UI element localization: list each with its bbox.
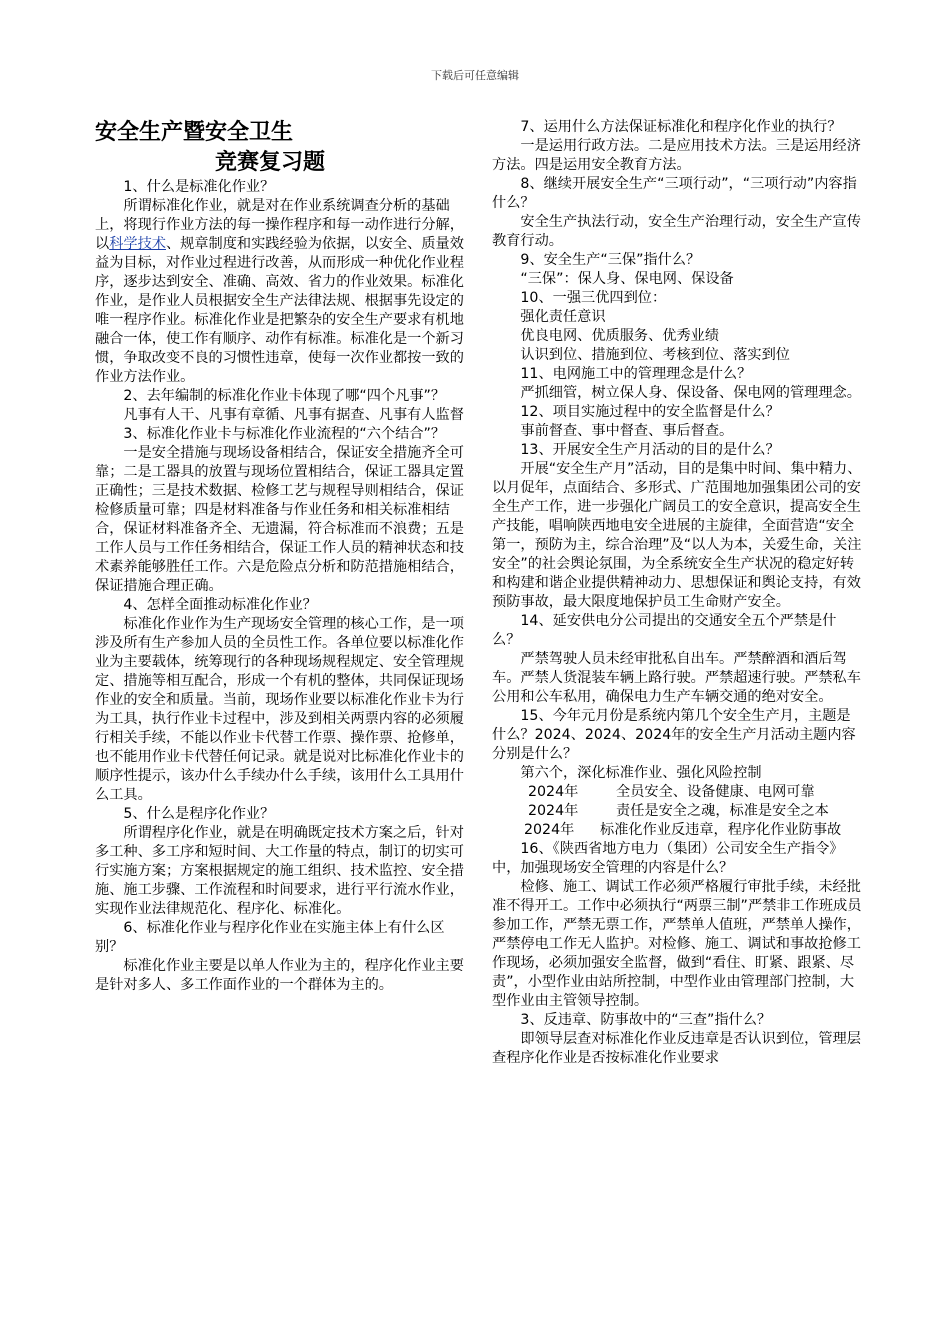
question-4: 4、怎样全面推动标准化作业？	[123, 597, 317, 613]
question-17: 3、反违章、防事故中的“三查”指什么？	[520, 1012, 772, 1028]
year-theme: 责任是安全之魂，标准是安全之本	[616, 803, 829, 819]
title-line-1: 安全生产暨安全卫生	[95, 120, 294, 145]
answer-2: 凡事有人干、凡事有章循、凡事有据查、凡事有人监督	[123, 407, 464, 423]
year-label: 2024年	[524, 822, 575, 838]
answer-10-line-3: 认识到位、措施到位、考核到位、落实到位	[520, 347, 790, 363]
answer-10-line-2: 优良电网、优质服务、优秀业绩	[520, 328, 720, 344]
question-1: 1、什么是标准化作业？	[123, 179, 275, 195]
title-line-2: 竞赛复习题	[215, 150, 326, 175]
question-15: 15、今年元月份是系统内第几个安全生产月，主题是什么？2024、2024、2024年的安全生产月活动主题内容分别是什么？	[492, 708, 856, 762]
question-10: 10、一强三优四到位：	[520, 290, 667, 306]
question-7: 7、运用什么方法保证标准化和程序化作业的执行？	[520, 119, 842, 135]
question-5: 5、什么是程序化作业？	[123, 806, 275, 822]
answer-1-post: 、规章制度和实践经验为依据，以安全、质量效益为目标，对作业过程进行改善，从而形成一种优化作业程序，逐步达到安全、准确、高效、省力的作业效果。标准化作业，是作业人员根据安全生产法律法规、根据事先设定的唯一程序作业。标准化作业是把繁杂的安全生产要求有机地融合一体，使工作有顺序、动作有标准。标准化是一个新习惯，争取改变不良的习惯性违章，使每一次作业都按一致的作业方法作业。	[95, 236, 464, 385]
answer-15-year-row-1	[492, 783, 862, 802]
question-2: 2、去年编制的标准化作业卡体现了哪“四个凡事”？	[123, 388, 446, 404]
year-label: 2024年	[528, 803, 579, 819]
question-16: 16、《陕西省地方电力（集团）公司安全生产指令》中，加强现场安全管理的内容是什么？	[492, 841, 844, 876]
answer-8: 安全生产执法行动，安全生产治理行动，安全生产宣传教育行动。	[492, 214, 861, 249]
left-column	[95, 118, 465, 995]
year-theme: 全员安全、设备健康、电网可靠	[616, 784, 815, 800]
science-tech-link[interactable]: 科学技术	[109, 236, 166, 252]
answer-1-pre: 所谓标准化作业，就是对在作业系统调查分析的基础上，将现行作业方法的每一操作程序和每一动作进行分解，以	[95, 198, 464, 252]
question-12: 12、项目实施过程中的安全监督是什么？	[520, 404, 780, 420]
answer-15-year-row-2	[492, 802, 862, 821]
answer-9: “三保”：保人身、保电网、保设备	[520, 271, 734, 287]
answer-6: 标准化作业主要是以单人作业为主的，程序化作业主要是针对多人、多工作面作业的一个群体为主的。	[95, 958, 464, 993]
answer-5: 所谓程序化作业，就是在明确既定技术方案之后，针对多工种、多工序和短时间、大工作量的特点，制订的切实可行实施方案；方案根据规定的施工组织、技术监控、安全措施、施工步骤、工作流程和时间要求，进行平行流水作业，实现作业法律规范化、程序化、标准化。	[95, 825, 464, 917]
answer-11: 严抓细管，树立保人身、保设备、保电网的管理理念。	[520, 385, 861, 401]
answer-10-line-1: 强化责任意识	[520, 309, 606, 325]
question-9: 9、安全生产“三保”指什么？	[520, 252, 701, 268]
question-14: 14、延安供电分公司提出的交通安全五个严禁是什么？	[492, 613, 837, 648]
question-8: 8、继续开展安全生产“三项行动”，“三项行动”内容指什么？	[492, 176, 857, 211]
answer-3: 一是安全措施与现场设备相结合，保证安全措施齐全可靠；二是工器具的放置与现场位置相结合，保证工器具定置正确性；三是技术数据、检修工艺与规程导则相结合，保证检修质量可靠；四是材料准备与作业任务和相关标准相结合，保证材料准备齐全、无遗漏，符合标准而不浪费；五是工作人员与工作任务相结合，保证工作人员的精神状态和技术素养能够胜任工作。六是危险点分析和防范措施相结合，保证措施合理正确。	[95, 445, 464, 594]
answer-7: 一是运用行政方法。二是应用技术方法。三是运用经济方法。四是运用安全教育方法。	[492, 138, 861, 173]
question-6: 6、标准化作业与程序化作业在实施主体上有什么区别？	[95, 920, 445, 955]
year-label: 2024年	[528, 784, 579, 800]
answer-4: 标准化作业作为生产现场安全管理的核心工作，是一项涉及所有生产参加人员的全员性工作。各单位要以标准化作业为主要载体，统筹现行的各种现场规程规定、安全管理规定、措施等相互配合，形成一个有机的整体，共同保证现场作业的安全和质量。当前，现场作业要以标准化作业卡为行为工具，执行作业卡过程中，涉及到相关两票内容的必须履行相关手续，不能以作业卡代替工作票、操作票、抢修单，也不能用作业卡代替任何记录。就是说对比标准化作业卡的顺序性提示，该办什么手续办什么手续，该用什么工具用什么工具。	[95, 616, 464, 803]
year-theme: 标准化作业反违章，程序化作业防事故	[600, 822, 842, 838]
answer-17: 即领导层查对标准化作业反违章是否认识到位，管理层查程序化作业是否按标准化作业要求	[492, 1031, 861, 1066]
page-header: 下载后可任意编辑	[431, 69, 519, 82]
answer-15-line-1: 第六个，深化标准作业、强化风险控制	[520, 765, 762, 781]
question-3: 3、标准化作业卡与标准化作业流程的“六个结合”？	[123, 426, 446, 442]
right-column	[492, 118, 862, 1068]
question-11: 11、电网施工中的管理理念是什么？	[520, 366, 752, 382]
answer-1	[95, 197, 465, 387]
question-13: 13、开展安全生产月活动的目的是什么？	[520, 442, 780, 458]
answer-14: 严禁驾驶人员未经审批私自出车。严禁醉酒和酒后驾车。严禁人货混装车辆上路行驶。严禁超速行驶。严禁私车公用和公车私用，确保电力生产车辆交通的绝对安全。	[492, 651, 861, 705]
answer-13: 开展“安全生产月”活动，目的是集中时间、集中精力、以月促年，点面结合、多形式、广范围地加强集团公司的安全生产工作，进一步强化广阔员工的安全意识，提高安全生产技能，唱响陕西地电安全进展的主旋律，全面营造“安全第一，预防为主，综合治理”及“以人为本，关爱生命，关注安全”的社会舆论氛围，为全系统安全生产状况的稳定好转和构建和谐企业提供精神动力、思想保证和舆论支持，有效预防事故，最大限度地保护员工生命财产安全。	[492, 461, 862, 610]
answer-15-year-row-3	[492, 821, 862, 840]
answer-12: 事前督查、事中督查、事后督查。	[520, 423, 734, 439]
answer-16: 检修、施工、调试工作必须严格履行审批手续，未经批准不得开工。工作中必须执行“两票三制”严禁非工作班成员参加工作，严禁无票工作，严禁单人值班，严禁单人操作，严禁停电工作无人监护。对检修、施工、调试和事故抢修工作现场，必须加强安全监督，做到“看住、盯紧、跟紧、尽责”，小型作业由站所控制，中型作业由管理部门控制，大型作业由主管领导控制。	[492, 879, 862, 1009]
